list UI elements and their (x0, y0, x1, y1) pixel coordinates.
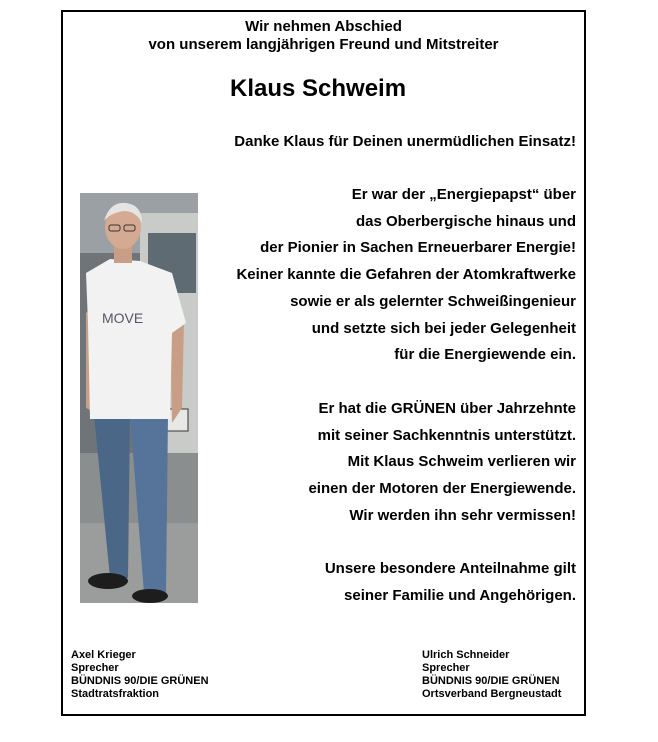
signature-left-line: Sprecher (71, 662, 119, 674)
signature-right-line: Ortsverband Bergneustadt (422, 688, 562, 700)
signature-right (422, 649, 561, 701)
thanks-line: Danke Klaus für Deinen unermüdlichen Einsatz! (234, 133, 576, 150)
paragraph-3 (325, 556, 576, 609)
paragraph-2 (308, 396, 576, 530)
signature-left-line: Axel Krieger (71, 649, 136, 661)
paragraph-1-line: und setzte sich bei jeder Gelegenheit (311, 319, 576, 337)
paragraph-1-line: das Oberbergische hinaus und (355, 212, 576, 230)
signature-left-line: BÜNDNIS 90/DIE GRÜNEN (71, 675, 209, 687)
signature-left (71, 649, 209, 701)
paragraph-1 (236, 182, 576, 369)
paragraph-2-line: einen der Motoren der Energiewende. (308, 480, 576, 498)
paragraph-2-line: Er hat die GRÜNEN über Jahrzehnte (318, 400, 576, 417)
paragraph-1-line: für die Energiewende ein. (394, 346, 576, 364)
deceased-name: Klaus Schweim (230, 75, 407, 102)
signature-left-line: Stadtratsfraktion (71, 688, 160, 700)
paragraph-1-line: Er war der „Energiepapst“ über (351, 186, 576, 203)
signature-right-line: Ulrich Schneider (422, 649, 510, 661)
paragraph-1-line: sowie er als gelernter Schweißingenieur (290, 292, 576, 310)
signature-right-line: BÜNDNIS 90/DIE GRÜNEN (422, 675, 560, 687)
portrait-photo (80, 193, 198, 603)
paragraph-1-line: der Pionier in Sachen Erneuerbarer Energie! (260, 239, 576, 257)
header-line-1: Wir nehmen Abschied (245, 18, 402, 35)
paragraph-1-line: Keiner kannte die Gefahren der Atomkraftwerke (236, 266, 576, 284)
paragraph-2-line: Mit Klaus Schweim verlieren wir (347, 453, 576, 471)
paragraph-2-line: Wir werden ihn sehr vermissen! (349, 506, 576, 524)
paragraph-3-line: seiner Familie und Angehörigen. (344, 586, 576, 604)
header-line-2: von unserem langjährigen Freund und Mitstreiter (148, 36, 499, 53)
shirt-logo-text: MOVE (102, 310, 144, 326)
signature-right-line: Sprecher (422, 662, 470, 674)
paragraph-2-line: mit seiner Sachkenntnis unterstützt. (317, 426, 576, 444)
paragraph-3-line: Unsere besondere Anteilnahme gilt (324, 560, 576, 577)
obituary-frame (61, 10, 586, 716)
